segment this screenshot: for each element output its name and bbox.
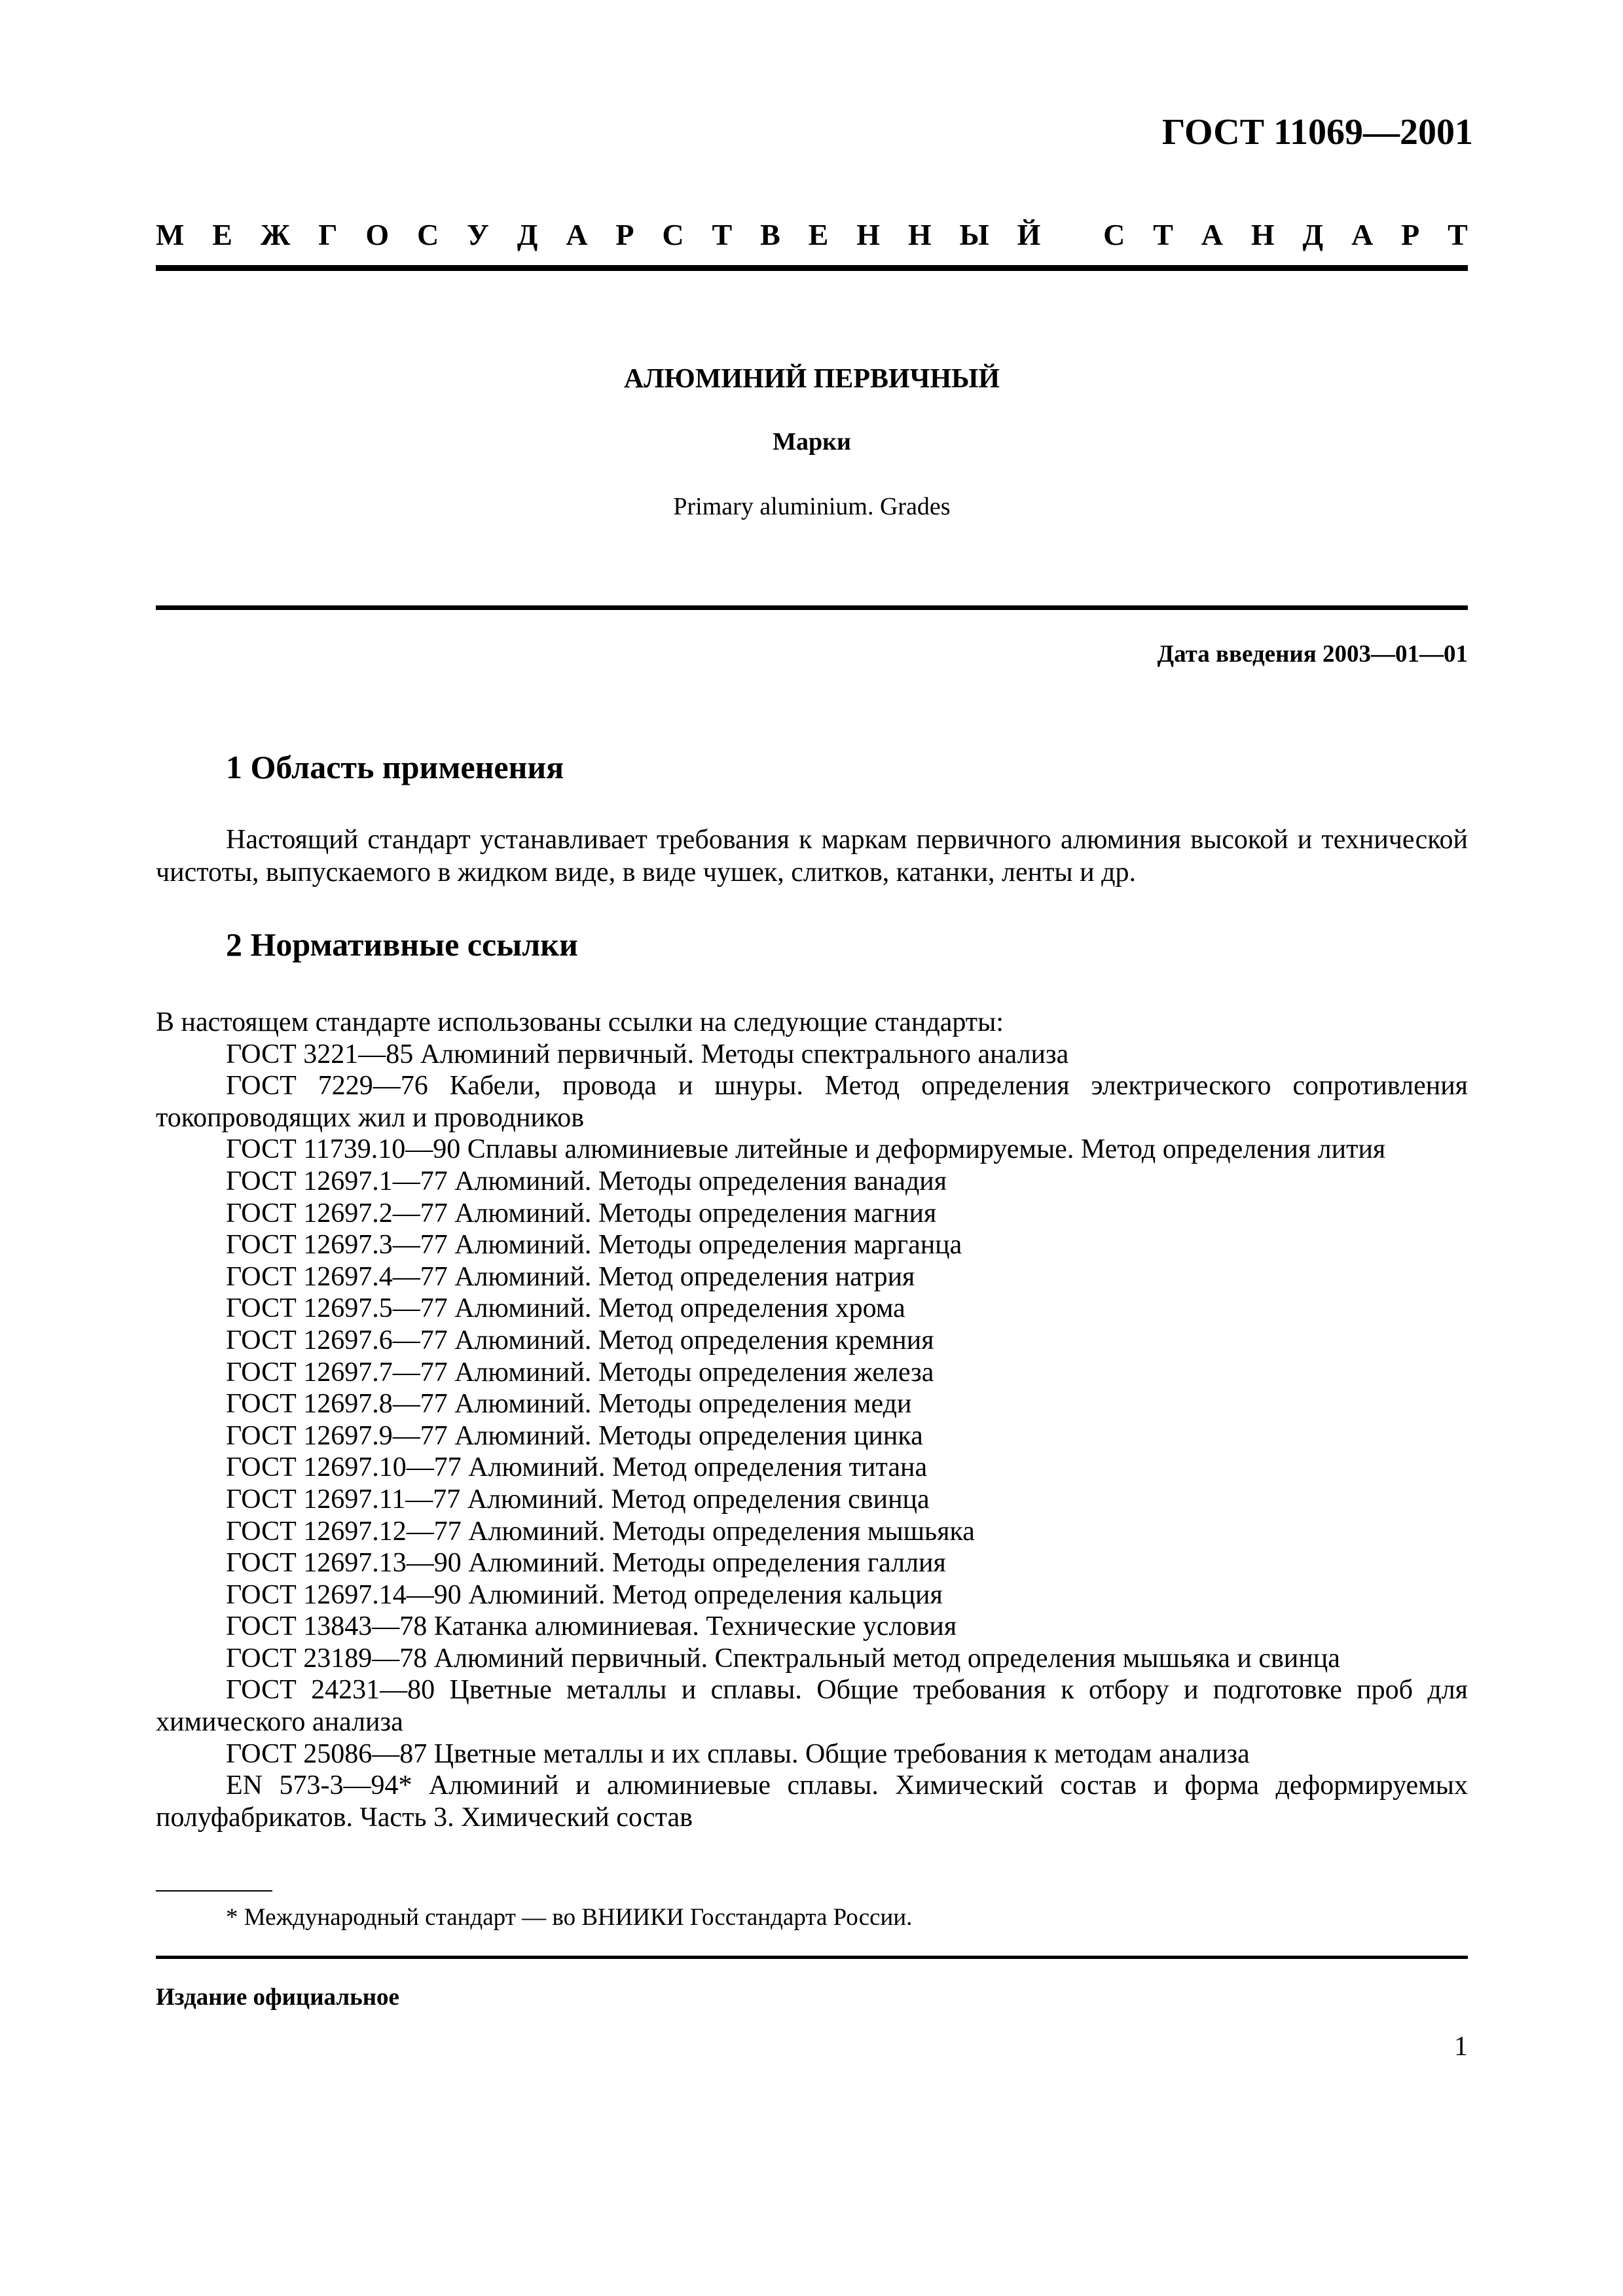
banner-letter: Р <box>1401 218 1420 251</box>
banner-letter: Д <box>517 218 538 251</box>
document-title-english: Primary aluminium. Grades <box>673 493 951 520</box>
section-1-heading: 1 Область применения <box>226 749 564 785</box>
reference-item: ГОСТ 12697.5—77 Алюминий. Метод определения хрома <box>226 1293 905 1324</box>
banner-letter: А <box>1201 218 1223 251</box>
reference-item: ГОСТ 7229—76 Кабели, провода и шнуры. Метод определения электрического сопротивления токопроводящих жил и проводников <box>156 1071 1468 1133</box>
banner-letter: Н <box>856 218 880 251</box>
official-edition-label: Издание официальное <box>156 1984 399 2011</box>
banner-letter: О <box>365 218 390 251</box>
banner-letter: Ы <box>959 218 989 251</box>
banner-letter: С <box>417 218 439 251</box>
banner-word-gap <box>1068 217 1075 252</box>
banner-letter: У <box>467 218 489 251</box>
banner-letter: С <box>1103 218 1125 251</box>
banner-letter: Ж <box>260 218 291 251</box>
reference-item: ГОСТ 25086—87 Цветные металлы и их сплавы. Общие требования к методам анализа <box>226 1738 1250 1769</box>
reference-item: ГОСТ 11739.10—90 Сплавы алюминиевые литейные и деформируемые. Метод определения лития <box>226 1134 1386 1165</box>
reference-item: ГОСТ 23189—78 Алюминий первичный. Спектральный метод определения мышьяка и свинца <box>226 1643 1340 1674</box>
standard-number: ГОСТ 11069—2001 <box>1161 112 1473 152</box>
footnote-rule <box>156 1890 272 1892</box>
reference-item: EN 573-3—94* Алюминий и алюминиевые сплавы. Химический состав и форма деформируемых полуфабрикатов. Часть 3. Химический состав <box>156 1770 1468 1833</box>
banner-letter: Н <box>1250 218 1275 251</box>
banner-letter: Е <box>212 218 232 251</box>
banner-letter: Й <box>1017 218 1041 251</box>
banner-letter: Р <box>615 218 634 251</box>
banner-letter: Е <box>808 218 829 251</box>
banner-letter: Д <box>1302 218 1324 251</box>
banner-letter: Г <box>318 218 338 251</box>
banner-letter: Т <box>712 218 733 251</box>
title-rule <box>156 605 1468 610</box>
banner-letter: А <box>1351 218 1374 251</box>
reference-item: ГОСТ 12697.9—77 Алюминий. Методы определения цинка <box>226 1420 923 1451</box>
banner-letter: Н <box>907 218 932 251</box>
reference-item: ГОСТ 12697.2—77 Алюминий. Методы определения магния <box>226 1198 937 1229</box>
reference-item: ГОСТ 12697.11—77 Алюминий. Метод определения свинца <box>226 1484 930 1515</box>
reference-item: ГОСТ 12697.13—90 Алюминий. Методы определения галлия <box>226 1548 946 1579</box>
section-1-paragraph: Настоящий стандарт устанавливает требования к маркам первичного алюминия высокой и технической чистоты, выпускаемого в жидком виде, в виде чушек, слитков, катанки, ленты и др. <box>156 825 1468 888</box>
reference-item: ГОСТ 12697.8—77 Алюминий. Методы определения меди <box>226 1389 912 1420</box>
footnote: * Международный стандарт — во ВНИИКИ Госстандарта России. <box>226 1904 913 1931</box>
section-1-text <box>156 823 1468 889</box>
reference-item: ГОСТ 12697.3—77 Алюминий. Методы определения марганца <box>226 1230 962 1261</box>
banner-letter: В <box>760 218 780 251</box>
footer-rule <box>156 1956 1468 1959</box>
reference-item: ГОСТ 12697.1—77 Алюминий. Методы определения ванадия <box>226 1166 947 1196</box>
reference-item: ГОСТ 12697.14—90 Алюминий. Метод определения кальция <box>226 1579 943 1610</box>
reference-item: ГОСТ 12697.10—77 Алюминий. Метод определения титана <box>226 1452 928 1483</box>
reference-item: ГОСТ 12697.7—77 Алюминий. Методы определения железа <box>226 1357 934 1388</box>
banner-letter: М <box>156 218 185 251</box>
introduction-date: Дата введения 2003—01—01 <box>1157 641 1468 668</box>
banner-letter: Т <box>1448 218 1468 251</box>
banner-letter: С <box>662 218 684 251</box>
header-rule <box>156 265 1468 271</box>
section-2-heading: 2 Нормативные ссылки <box>226 926 578 963</box>
references-lead: В настоящем стандарте использованы ссылки на следующие стандарты: <box>156 1007 1004 1037</box>
normative-references-list <box>156 1007 1468 1833</box>
reference-item: ГОСТ 3221—85 Алюминий первичный. Методы спектрального анализа <box>226 1039 1069 1069</box>
reference-item: ГОСТ 12697.6—77 Алюминий. Метод определения кремния <box>226 1325 934 1355</box>
reference-item: ГОСТ 24231—80 Цветные металлы и сплавы. Общие требования к отбору и подготовке проб для химического анализа <box>156 1675 1468 1738</box>
banner-letter: А <box>566 218 588 251</box>
interstate-standard-banner <box>156 217 1468 252</box>
reference-item: ГОСТ 12697.12—77 Алюминий. Методы определения мышьяка <box>226 1516 975 1547</box>
page-number: 1 <box>1454 2032 1468 2062</box>
document-title: АЛЮМИНИЙ ПЕРВИЧНЫЙ <box>623 364 1000 394</box>
reference-item: ГОСТ 12697.4—77 Алюминий. Метод определения натрия <box>226 1261 915 1292</box>
banner-letter: Т <box>1153 218 1173 251</box>
document-subtitle: Марки <box>773 428 851 456</box>
reference-item: ГОСТ 13843—78 Катанка алюминиевая. Технические условия <box>226 1611 957 1642</box>
